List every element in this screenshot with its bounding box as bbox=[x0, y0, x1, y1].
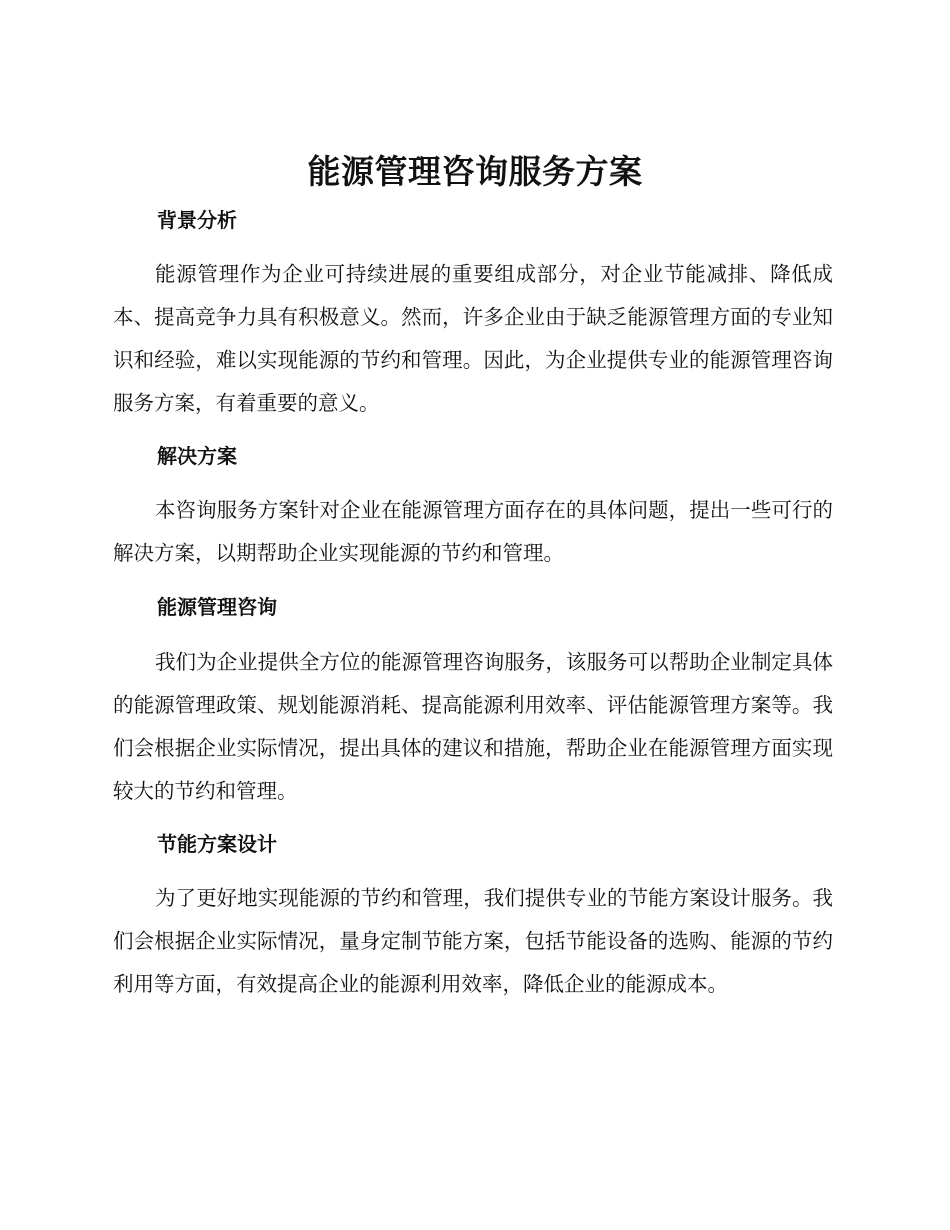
section-heading-background: 背景分析 bbox=[157, 208, 237, 232]
section-paragraph-consulting: 我们为企业提供全方位的能源管理咨询服务，该服务可以帮助企业制定具体的能源管理政策、规划能源消耗、提高能源利用效率、评估能源管理方案等。我们会根据企业实际情况，提出具体的建议和措施，帮助企业在能源管理方面实现较大的节约和管理。 bbox=[113, 650, 833, 803]
section-paragraph-energy-saving-design: 为了更好地实现能源的节约和管理，我们提供专业的节能方案设计服务。我们会根据企业实际情况，量身定制节能方案，包括节能设备的选购、能源的节约利用等方面，有效提高企业的能源利用效率，降低企业的能源成本。 bbox=[113, 886, 833, 996]
document-title: 能源管理咨询服务方案 bbox=[307, 152, 643, 191]
section-heading-consulting: 能源管理咨询 bbox=[157, 595, 277, 619]
section-heading-energy-saving-design: 节能方案设计 bbox=[157, 832, 277, 856]
section-heading-solution: 解决方案 bbox=[157, 444, 237, 468]
section-paragraph-background: 能源管理作为企业可持续进展的重要组成部分，对企业节能减排、降低成本、提高竞争力具有积极意义。然而，许多企业由于缺乏能源管理方面的专业知识和经验，难以实现能源的节约和管理。因此，为企业提供专业的能源管理咨询服务方案，有着重要的意义。 bbox=[113, 262, 833, 415]
section-paragraph-solution: 本咨询服务方案针对企业在能源管理方面存在的具体问题，提出一些可行的解决方案，以期帮助企业实现能源的节约和管理。 bbox=[113, 498, 833, 565]
